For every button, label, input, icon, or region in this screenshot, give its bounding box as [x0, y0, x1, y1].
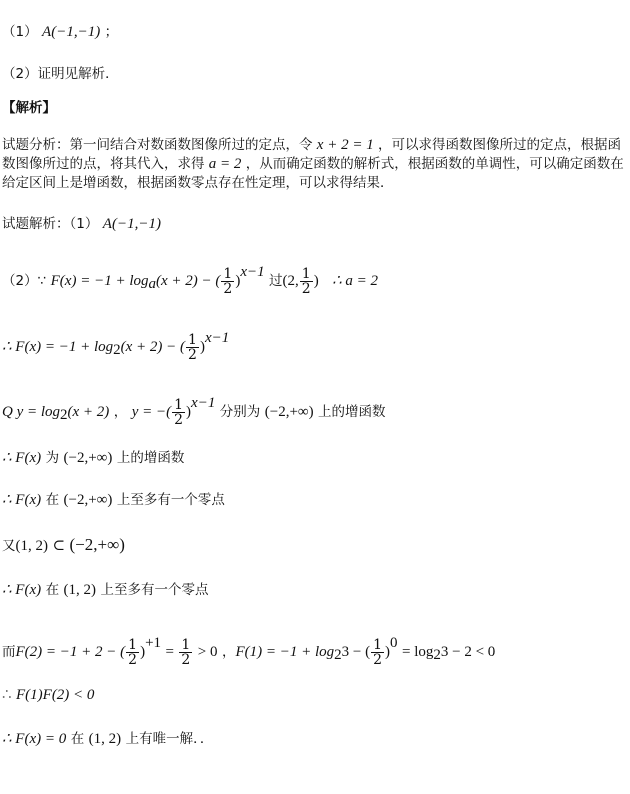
fraction-half: $\frac{1}{2}$: [223, 265, 233, 297]
section-title: 【解析】: [2, 100, 56, 116]
solution-step3: ∴ $F(x) = -1 + \log_2(x + 2)$ − ( $\frac{1}{2}$ )$^{x-1}$: [2, 330, 230, 363]
solution-step9: 而F(2) = −1 + 2 − ( $\frac{1}{2}$ )$^{+1}$ = $\frac{1}{2}$ > 0 ，$F(1) = -1 + \log_23$ − ( $\frac{1}{2}$ )$^0 = \log_23 - 2 < 0$: [2, 635, 496, 668]
equation-x-plus-2: x + 2 = 1: [316, 137, 374, 153]
solution-part1: 试题解析：（1） A(−1,−1): [2, 216, 161, 232]
analysis-paragraph: 试题分析：第一问结合对数函数图像所过的定点，令 x + 2 = 1 ，可以求得函数图像所过的定点，根据函数图像所过的点，将其代入，求得 a = 2 ，从而确定函数的解析式，根据函数的单调性，可以确定函数在给定区间上是增函数，根据函数零点存在性定理，可以求得结果．: [2, 137, 624, 191]
solution-step5: ∴ F(x) 为 (−2,+∞) 上的增函数: [2, 450, 185, 466]
solution-step8: ∴ F(x) 在 (1, 2) 上至多有一个零点: [2, 582, 209, 598]
equation-a-equals-2: a = 2: [208, 156, 242, 172]
answer-part1: （1） A(−1,−1) ；: [2, 24, 119, 40]
answer-part2: （2）证明见解析．: [2, 66, 119, 82]
solution-step11: ∴ F(x) = 0 在 (1, 2) 上有唯一解．．: [2, 731, 214, 747]
solution-step4: Q $y = \log_2(x + 2)$ ， y = −( $\frac{1}{2}$ )$^{x-1}$ 分别为 (−2,+∞) 上的增函数: [2, 395, 386, 428]
solution-step6: ∴ F(x) 在 (−2,+∞) 上至多有一个零点: [2, 492, 225, 508]
solution-step7: 又(1, 2) ⊂ (−2,+∞): [2, 535, 125, 554]
solution-step10: ∴ F(1)F(2) < 0: [2, 687, 95, 703]
solution-step2: （2）∵ $F(x) = -1 + \log_a(x + 2)$ − ( $\frac{1}{2}$ )$^{x-1}$ 过(2, $\frac{1}{2}$ ) ∴ a = 2: [2, 264, 378, 297]
